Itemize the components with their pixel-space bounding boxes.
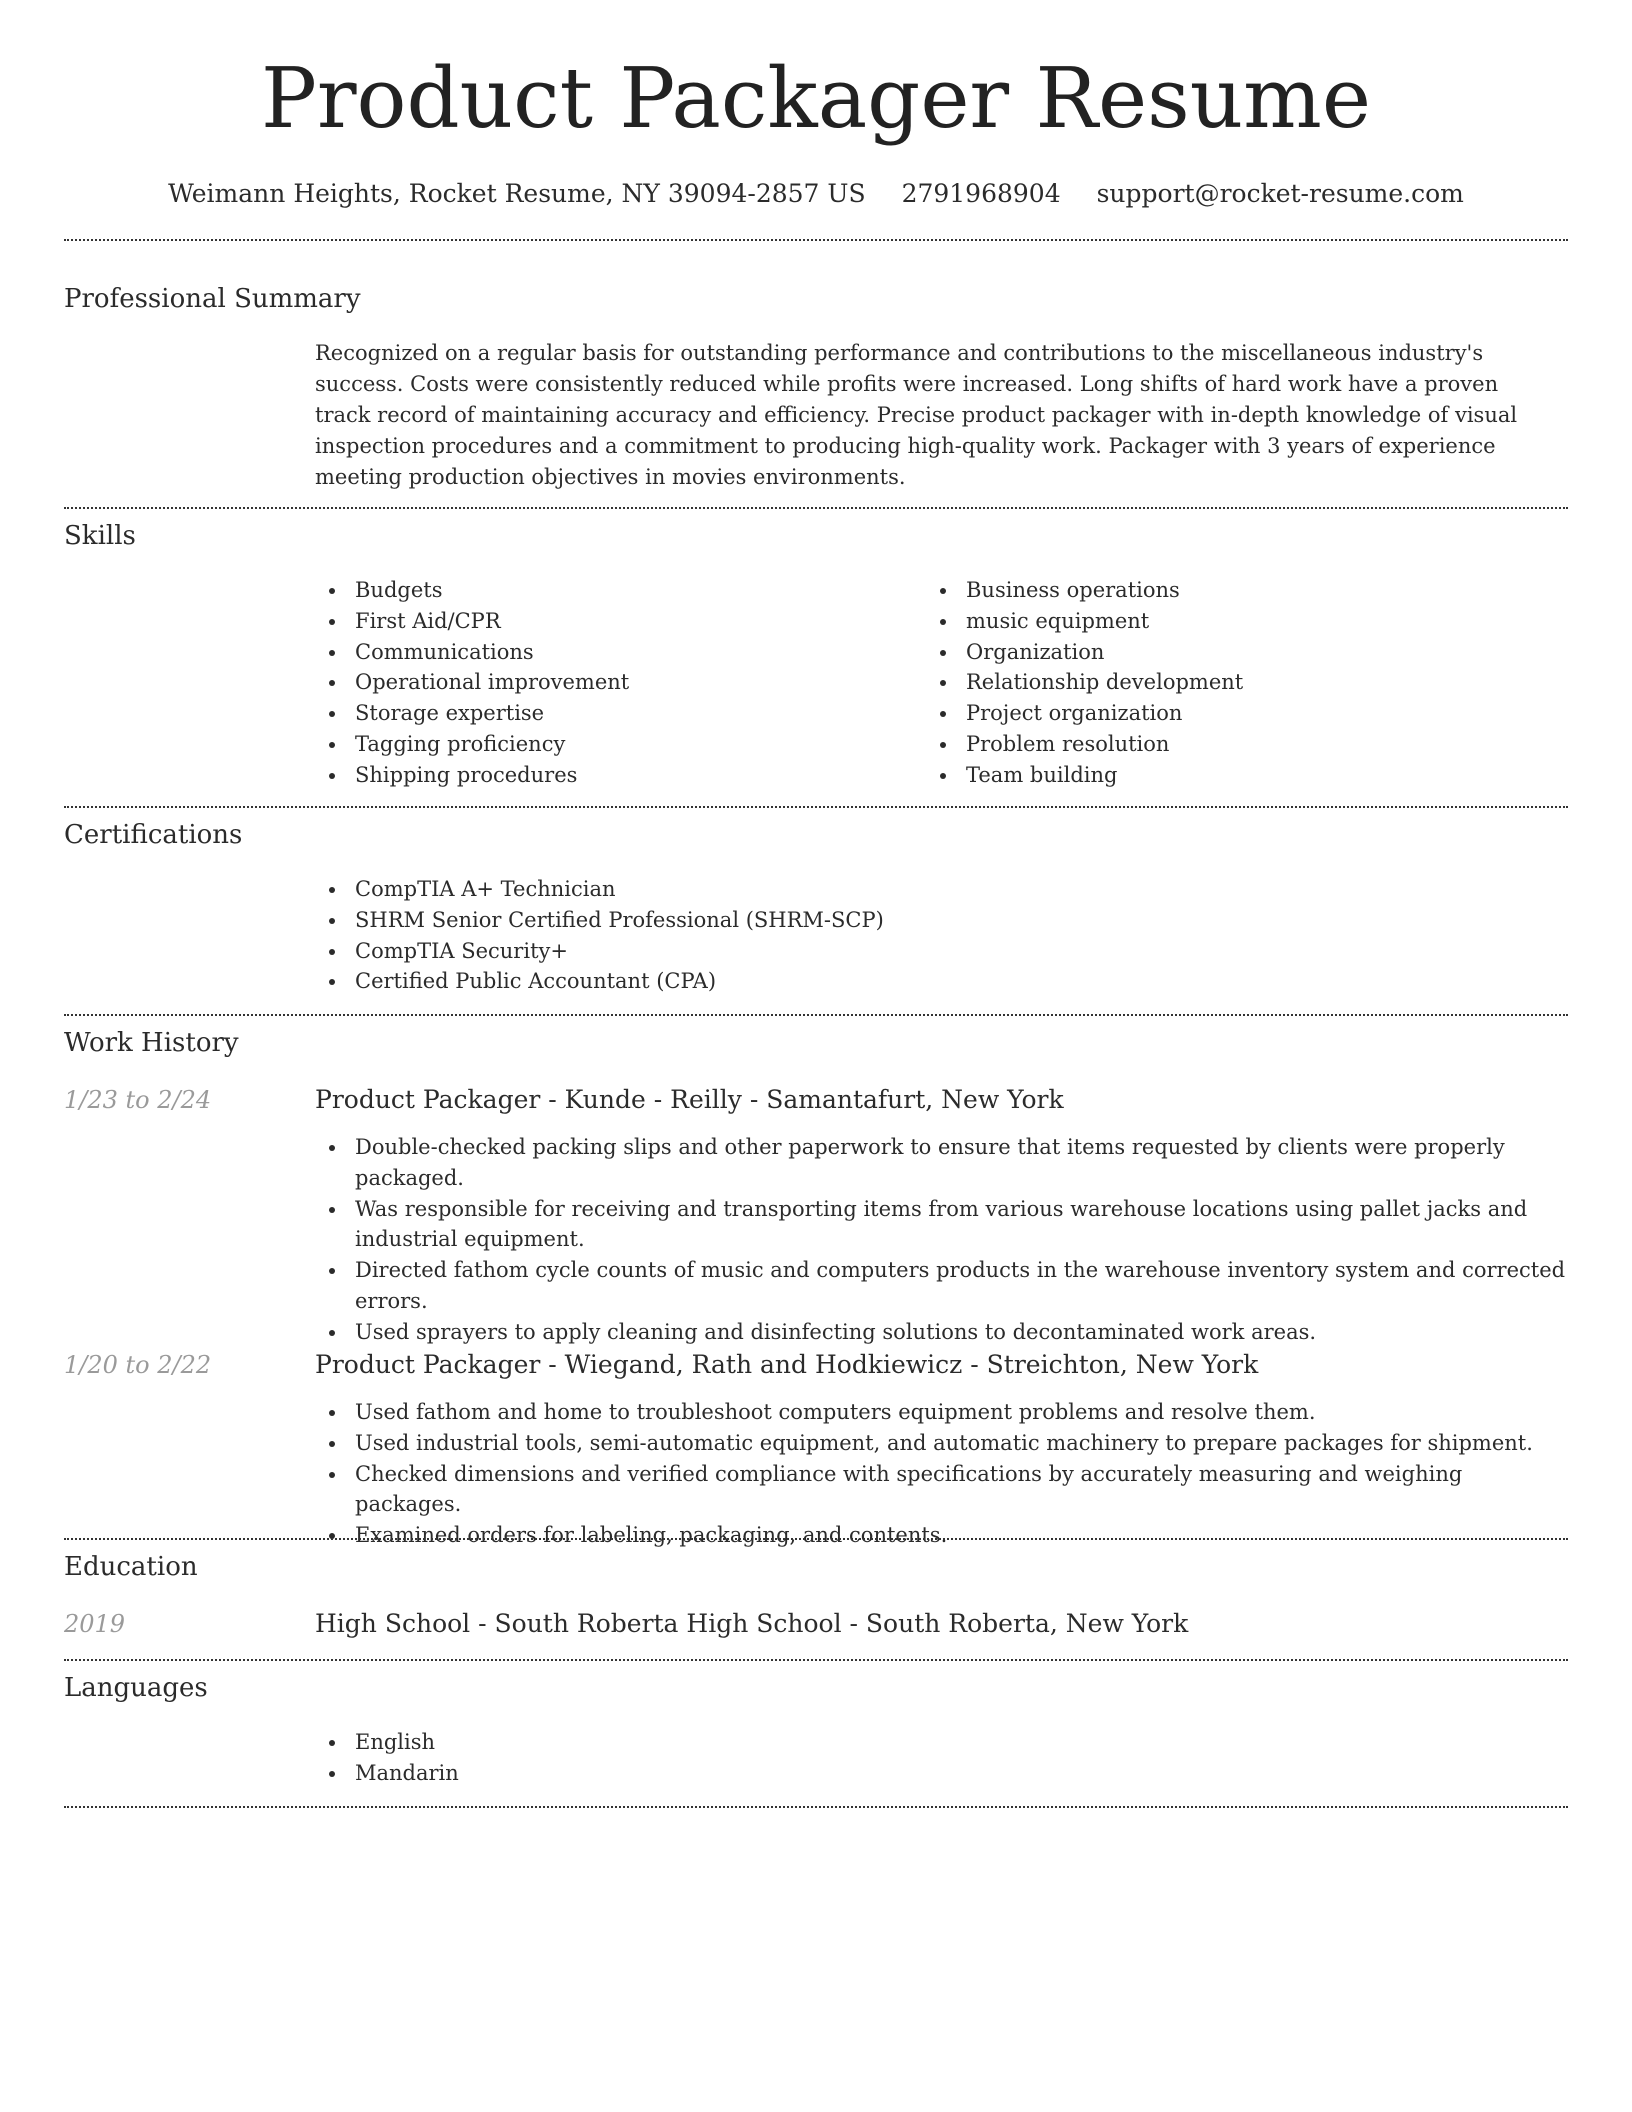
job-bullet: Used fathom and home to troubleshoot computers equipment problems and resolve them.: [311, 1397, 1566, 1428]
skill-item: music equipment: [922, 606, 1522, 637]
resume-title: Product Packager Resume: [261, 50, 1371, 147]
job-bullet: Checked dimensions and verified compliance with specifications by accurately measuring and weighing packages.: [311, 1459, 1566, 1521]
skills-heading: Skills: [64, 521, 136, 551]
skills-list-right: [922, 575, 1522, 791]
skill-item: Project organization: [922, 698, 1522, 729]
job-title: Product Packager - Kunde - Reilly - Samantafurt, New York: [315, 1085, 1064, 1114]
education-entry: High School - South Roberta High School - South Roberta, New York: [315, 1609, 1189, 1638]
job-bullet: Examined orders for labeling, packaging, and contents.: [311, 1520, 1566, 1551]
summary-heading: Professional Summary: [64, 284, 361, 314]
skill-item: Communications: [311, 637, 911, 668]
skill-item: Organization: [922, 637, 1522, 668]
summary-text: Recognized on a regular basis for outstanding performance and contributions to the miscellaneous industry's success. Costs were consistently reduced while profits were increased. Long shifts of hard work have a proven track record of maintaining accuracy and efficiency. Precise product packager with in-depth knowledge of visual inspection procedures and a commitment to producing high-quality work. Packager with 3 years of experience meeting production objectives in movies environments.: [315, 341, 1518, 489]
section-divider: [64, 507, 1568, 509]
job-bullet: Double-checked packing slips and other paperwork to ensure that items requested by clients were properly packaged.: [311, 1132, 1566, 1194]
job-bullet: Used sprayers to apply cleaning and disinfecting solutions to decontaminated work areas.: [311, 1317, 1566, 1348]
certifications-heading: Certifications: [64, 820, 243, 850]
job-dates: 1/20 to 2/22: [64, 1351, 212, 1379]
job-bullets: [311, 1397, 1566, 1551]
certification-item: Certified Public Accountant (CPA): [311, 966, 1561, 997]
languages-list: [311, 1727, 911, 1789]
language-item: Mandarin: [311, 1758, 911, 1789]
skills-list-left: [311, 575, 911, 791]
job-dates: 1/23 to 2/24: [64, 1086, 212, 1114]
skill-item: Shipping procedures: [311, 760, 911, 791]
skill-item: Team building: [922, 760, 1522, 791]
skill-item: Business operations: [922, 575, 1522, 606]
skill-item: Operational improvement: [311, 667, 911, 698]
job-title: Product Packager - Wiegand, Rath and Hodkiewicz - Streichton, New York: [315, 1350, 1259, 1379]
certifications-list: [311, 874, 1561, 997]
certification-item: SHRM Senior Certified Professional (SHRM-SCP): [311, 905, 1561, 936]
section-divider: [64, 1806, 1568, 1808]
certification-item: CompTIA Security+: [311, 936, 1561, 967]
contact-address: Weimann Heights, Rocket Resume, NY 39094-2857 US: [168, 179, 866, 208]
job-bullet: Used industrial tools, semi-automatic equipment, and automatic machinery to prepare packages for shipment.: [311, 1428, 1566, 1459]
job-bullets: [311, 1132, 1566, 1348]
skill-item: Relationship development: [922, 667, 1522, 698]
section-divider: [64, 1014, 1568, 1016]
education-year: 2019: [64, 1610, 126, 1638]
skill-item: Problem resolution: [922, 729, 1522, 760]
section-divider: [64, 239, 1568, 241]
job-bullet: Was responsible for receiving and transporting items from various warehouse locations using pallet jacks and industrial equipment.: [311, 1194, 1566, 1256]
skill-item: First Aid/CPR: [311, 606, 911, 637]
education-heading: Education: [64, 1552, 198, 1582]
skill-item: Storage expertise: [311, 698, 911, 729]
languages-heading: Languages: [64, 1673, 208, 1703]
section-divider: [64, 806, 1568, 808]
skill-item: Tagging proficiency: [311, 729, 911, 760]
work-history-heading: Work History: [64, 1028, 239, 1058]
contact-email: support@rocket-resume.com: [1096, 179, 1464, 208]
certification-item: CompTIA A+ Technician: [311, 874, 1561, 905]
skill-item: Budgets: [311, 575, 911, 606]
language-item: English: [311, 1727, 911, 1758]
contact-phone: 2791968904: [901, 179, 1061, 208]
contact-line: [0, 176, 1632, 212]
job-bullet: Directed fathom cycle counts of music and computers products in the warehouse inventory system and corrected errors.: [311, 1255, 1566, 1317]
section-divider: [64, 1659, 1568, 1661]
section-divider: [64, 1538, 1568, 1540]
resume-header: [0, 44, 1632, 212]
